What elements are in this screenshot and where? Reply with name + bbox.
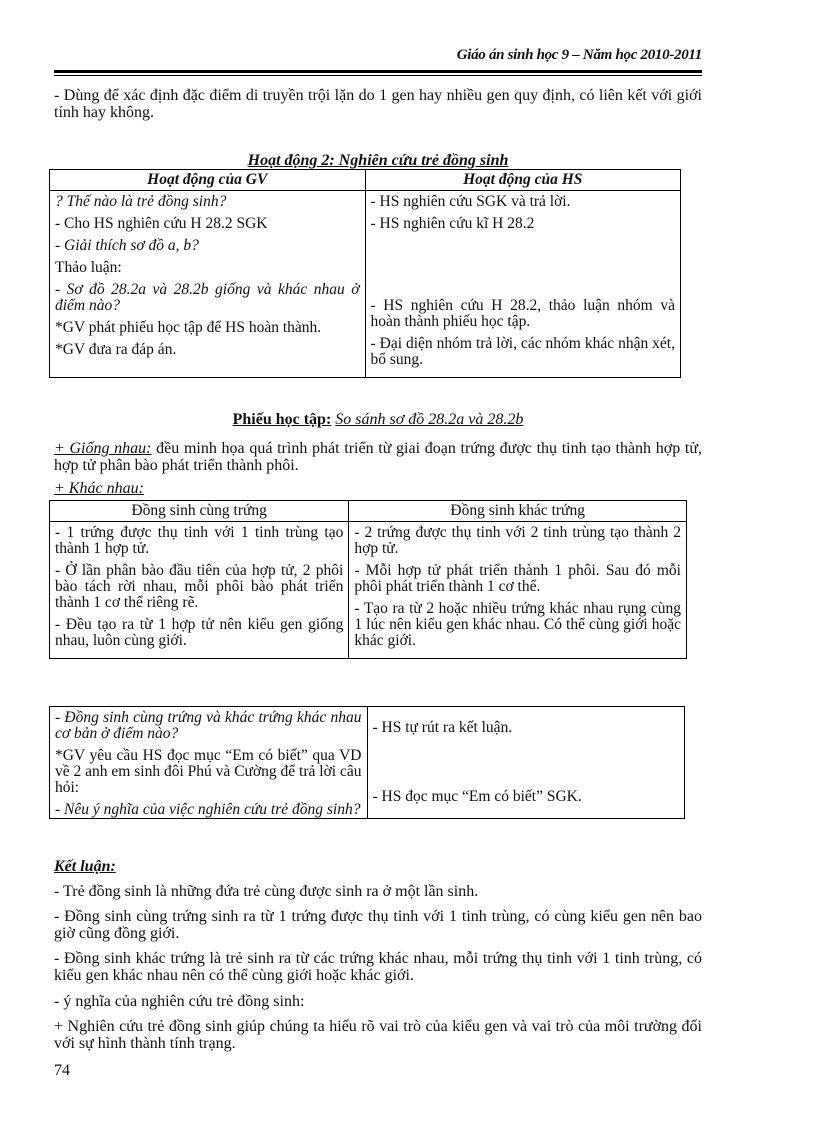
conclusion-line: - ý nghĩa của nghiên cứu trẻ đồng sinh: <box>54 993 305 1010</box>
same-egg-line: - 1 trứng được thụ tinh với 1 tinh trùng tạo thành 1 hợp tử. <box>55 524 344 557</box>
same-egg-line: - Đều tạo ra từ 1 hợp tử nên kiểu gen giống nhau, luôn cùng giới. <box>55 616 344 649</box>
gv-line: *GV phát phiếu học tập để HS hoàn thành. <box>55 319 322 336</box>
worksheet-title-bold: Phiếu học tập: <box>232 411 332 428</box>
page-number: 74 <box>54 1062 70 1079</box>
gv-line: - Nêu ý nghĩa của việc nghiên cứu trẻ đồng sinh? <box>55 801 361 818</box>
gv-continued-cell <box>50 707 368 819</box>
gv-activities-cell <box>50 191 366 378</box>
hs-line: - Đại diện nhóm trả lời, các nhóm khác nhận xét, bổ sung. <box>370 335 675 368</box>
hs-activities-cell <box>365 191 681 378</box>
activity2-title: Hoạt động 2: Nghiên cứu trẻ đồng sinh <box>247 152 509 169</box>
intro-paragraph: - Dùng để xác định đặc điểm di truyền trội lặn do 1 gen hay nhiều gen quy định, có liên kết với giới tính hay không. <box>54 87 702 121</box>
hs-line: - HS nghiên cứu H 28.2, thảo luận nhóm và hoàn thành phiếu học tập. <box>370 297 675 330</box>
activity2-continued-table <box>49 706 685 819</box>
same-egg-line: - Ở lần phân bào đầu tiên của hợp tử, 2 phôi bào tách rời nhau, mỗi phôi bào phát triển thành 1 cơ thể riêng rẽ. <box>55 562 344 611</box>
similar-label: + Giống nhau: <box>54 440 152 457</box>
conclusion-line: - Trẻ đồng sinh là những đứa trẻ cùng được sinh ra ở một lần sinh. <box>54 883 479 900</box>
gv-line: *GV yêu cầu HS đọc mục “Em có biết” qua VD về 2 anh em sinh đôi Phú và Cường để trả lời câu hỏi: <box>55 747 362 796</box>
col-header-diff-egg: Đồng sinh khác trứng <box>349 501 687 522</box>
same-egg-cell <box>50 522 349 659</box>
header-rule-thick <box>54 70 702 73</box>
hs-line: - HS nghiên cứu SGK và trả lời. <box>370 193 571 210</box>
diff-egg-line: - 2 trứng được thụ tinh với 2 tinh trùng tạo thành 2 hợp tử. <box>354 524 681 557</box>
hs-continued-cell <box>367 707 685 819</box>
diff-egg-cell <box>349 522 687 659</box>
worksheet-title-italic: So sánh sơ đồ 28.2a và 28.2b <box>335 411 524 428</box>
similar-text: đều minh họa quá trình phát triển từ giai đoạn trứng được thụ tinh tạo thành hợp tử, hợp tử phân bào phát triển thành phôi. <box>54 440 702 474</box>
col-header-hs: Hoạt động của HS <box>365 170 681 191</box>
page-header: Giáo án sinh học 9 – Năm học 2010-2011 <box>456 47 702 63</box>
gv-line: - Đồng sinh cùng trứng và khác trứng khác nhau cơ bản ở điểm nào? <box>55 709 362 742</box>
gv-line: - Cho HS nghiên cứu H 28.2 SGK <box>55 215 268 232</box>
activity2-table <box>49 169 681 378</box>
diff-egg-line: - Tạo ra từ 2 hoặc nhiều trứng khác nhau rụng cùng 1 lúc nên kiểu gen khác nhau. Có thể cùng giới hoặc khác giới. <box>354 600 681 649</box>
conclusion-label: Kết luận: <box>54 858 116 875</box>
gv-line: - Sơ đồ 28.2a và 28.2b giống và khác nhau ở điểm nào? <box>55 281 360 314</box>
gv-line: ? Thế nào là trẻ đồng sinh? <box>55 193 227 210</box>
similarities-paragraph <box>54 440 702 474</box>
diff-egg-line: - Mỗi hợp tử phát triển thành 1 phôi. Sau đó mỗi phôi phát triển thành 1 cơ thể. <box>354 562 681 595</box>
gv-line: - Giải thích sơ đồ a, b? <box>55 237 199 254</box>
worksheet-title <box>54 411 702 429</box>
hs-line: - HS tự rút ra kết luận. <box>372 719 513 736</box>
gv-line: Thảo luận: <box>55 259 122 276</box>
col-header-same-egg: Đồng sinh cùng trứng <box>50 501 349 522</box>
hs-line: - HS nghiên cứu kĩ H 28.2 <box>370 215 535 232</box>
different-label: + Khác nhau: <box>54 480 144 497</box>
col-header-gv: Hoạt động của GV <box>50 170 366 191</box>
header-rule-thin <box>54 75 702 76</box>
conclusion-line: - Đồng sinh cùng trứng sinh ra từ 1 trứng được thụ tinh với 1 tinh trùng, có cùng kiểu gen nên bao giờ cũng đồng giới. <box>54 908 702 942</box>
conclusion-line: + Nghiên cứu trẻ đồng sinh giúp chúng ta hiểu rõ vai trò của kiểu gen và vai trò của môi trường đối với sự hình thành tính trạng. <box>54 1018 702 1052</box>
comparison-table <box>49 500 687 659</box>
gv-line: *GV đưa ra đáp án. <box>55 341 177 358</box>
conclusion-line: - Đồng sinh khác trứng là trẻ sinh ra từ các trứng khác nhau, mỗi trứng thụ tinh với 1 tinh trùng, có kiểu gen khác nhau nên có thể cùng giới hoặc khác giới. <box>54 950 702 984</box>
hs-line: - HS đọc mục “Em có biết” SGK. <box>372 788 582 805</box>
